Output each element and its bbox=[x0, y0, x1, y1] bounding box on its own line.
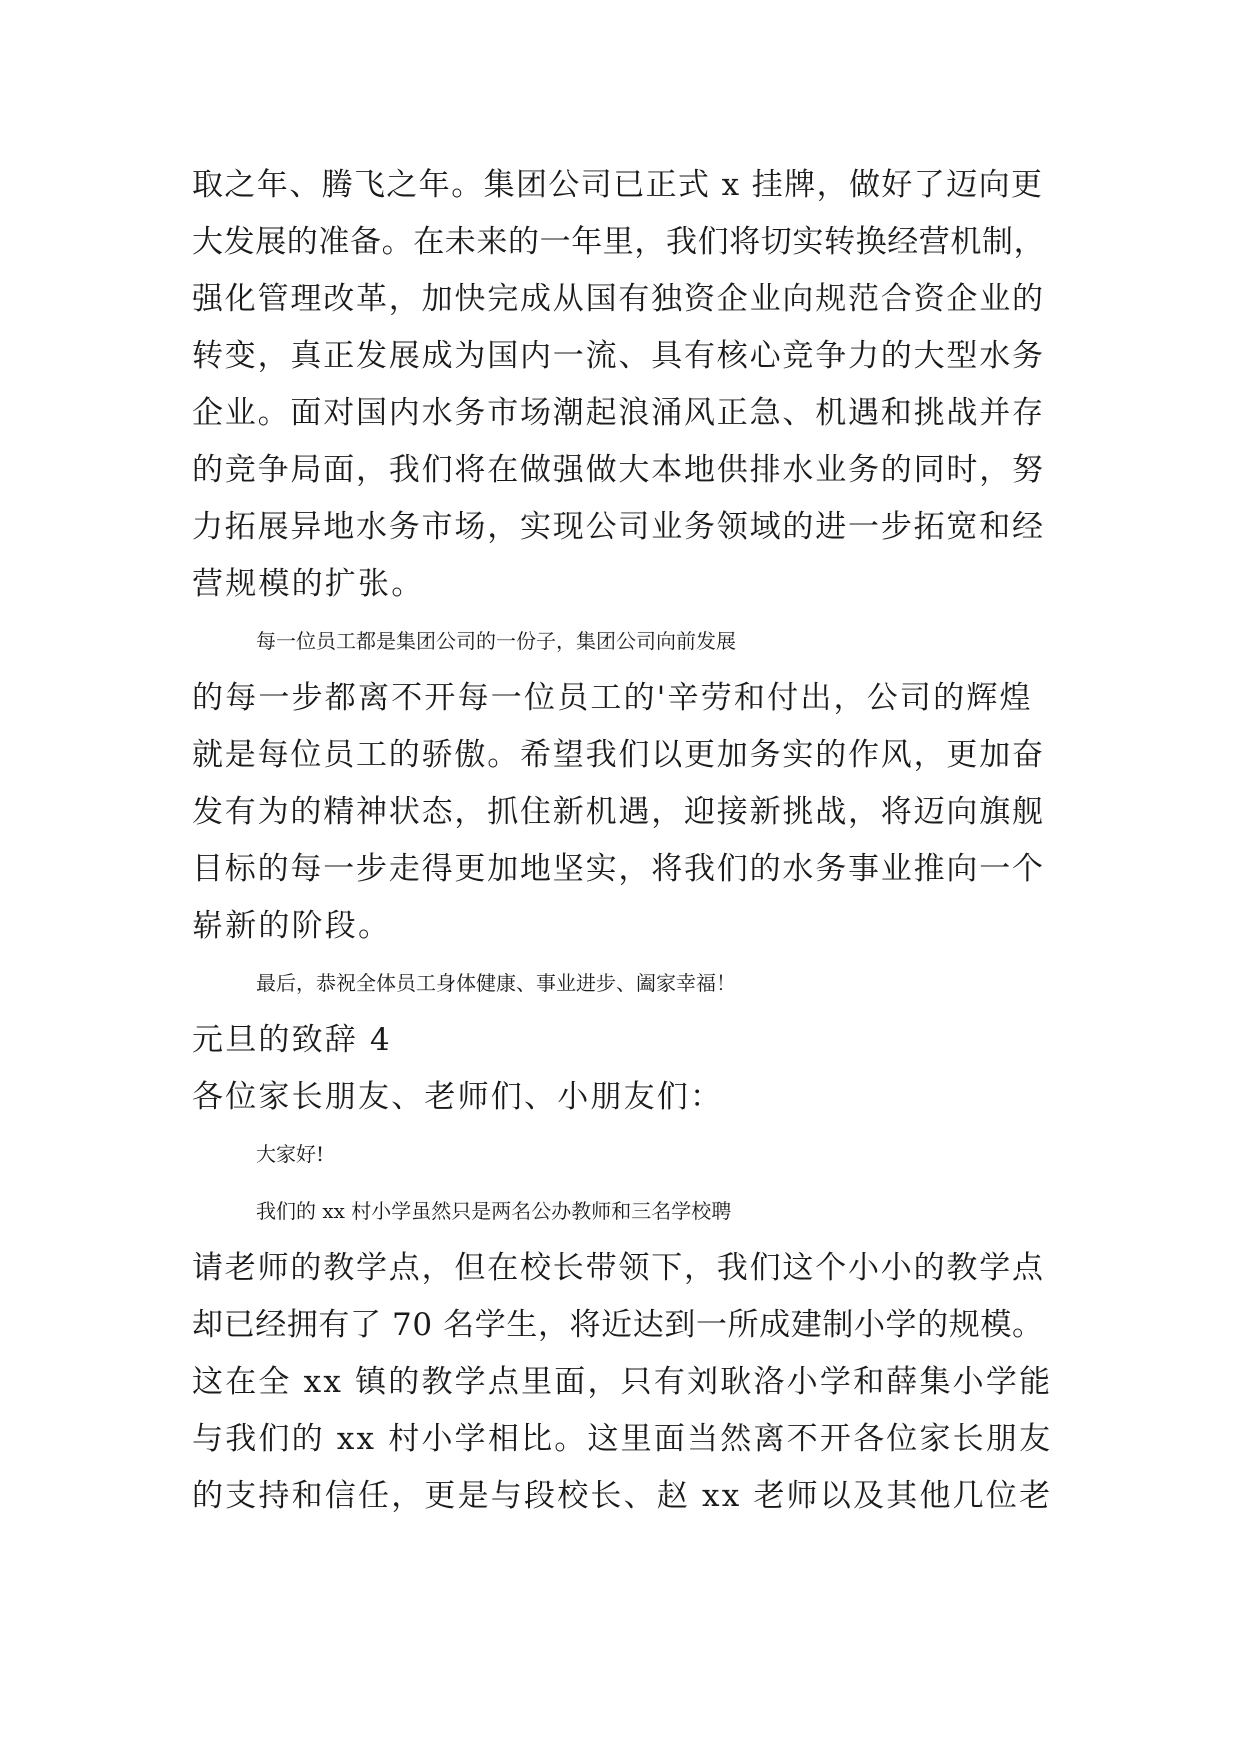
paragraph-line: 这在全 xx 镇的教学点里面，只有刘耿洛小学和薛集小学能 bbox=[192, 1364, 1053, 1400]
salutation: 各位家长朋友、老师们、小朋友们： bbox=[192, 1079, 724, 1115]
paragraph-line: 崭新的阶段。 bbox=[192, 908, 392, 944]
paragraph-line: 强化管理改革，加快完成从国有独资企业向规范合资企业的 bbox=[192, 281, 1045, 317]
paragraph-line: 每一位员工都是集团公司的一份子，集团公司向前发展 bbox=[256, 629, 736, 653]
paragraph-line: 营规模的扩张。 bbox=[192, 566, 425, 602]
paragraph-line: 力拓展异地水务市场，实现公司业务领域的进一步拓宽和经 bbox=[192, 509, 1045, 545]
paragraph-line: 就是每位员工的骄傲。希望我们以更加务实的作风，更加奋 bbox=[192, 737, 1045, 773]
paragraph-line: 最后，恭祝全体员工身体健康、事业进步、阖家幸福！ bbox=[256, 971, 736, 995]
section-heading: 元旦的致辞 4 bbox=[192, 1022, 392, 1058]
greeting: 大家好! bbox=[256, 1142, 325, 1166]
paragraph-line: 发有为的精神状态，抓住新机遇，迎接新挑战，将迈向旗舰 bbox=[192, 794, 1045, 830]
paragraph-line: 却已经拥有了 70 名学生，将近达到一所成建制小学的规模。 bbox=[192, 1307, 1044, 1343]
paragraph-line: 目标的每一步走得更加地坚实，将我们的水务事业推向一个 bbox=[192, 851, 1045, 887]
paragraph-line: 取之年、腾飞之年。集团公司已正式 x 挂牌，做好了迈向更 bbox=[192, 167, 1044, 203]
paragraph-line: 我们的 xx 村小学虽然只是两名公办教师和三名学校聘 bbox=[256, 1199, 732, 1223]
paragraph-line: 大发展的准备。在未来的一年里，我们将切实转换经营机制， bbox=[192, 224, 1046, 260]
paragraph-line: 的支持和信任，更是与段校长、赵 xx 老师以及其他几位老 bbox=[192, 1478, 1053, 1514]
paragraph-line: 与我们的 xx 村小学相比。这里面当然离不开各位家长朋友 bbox=[192, 1421, 1053, 1457]
paragraph-line: 的每一步都离不开每一位员工的'辛劳和付出，公司的辉煌 bbox=[192, 680, 1033, 716]
paragraph-line: 请老师的教学点，但在校长带领下，我们这个小小的教学点 bbox=[192, 1250, 1045, 1286]
paragraph-line: 转变，真正发展成为国内一流、具有核心竞争力的大型水务 bbox=[192, 338, 1045, 374]
paragraph-line: 的竞争局面，我们将在做强做大本地供排水业务的同时，努 bbox=[192, 452, 1045, 488]
paragraph-line: 企业。面对国内水务市场潮起浪涌风正急、机遇和挑战并存 bbox=[192, 395, 1045, 431]
